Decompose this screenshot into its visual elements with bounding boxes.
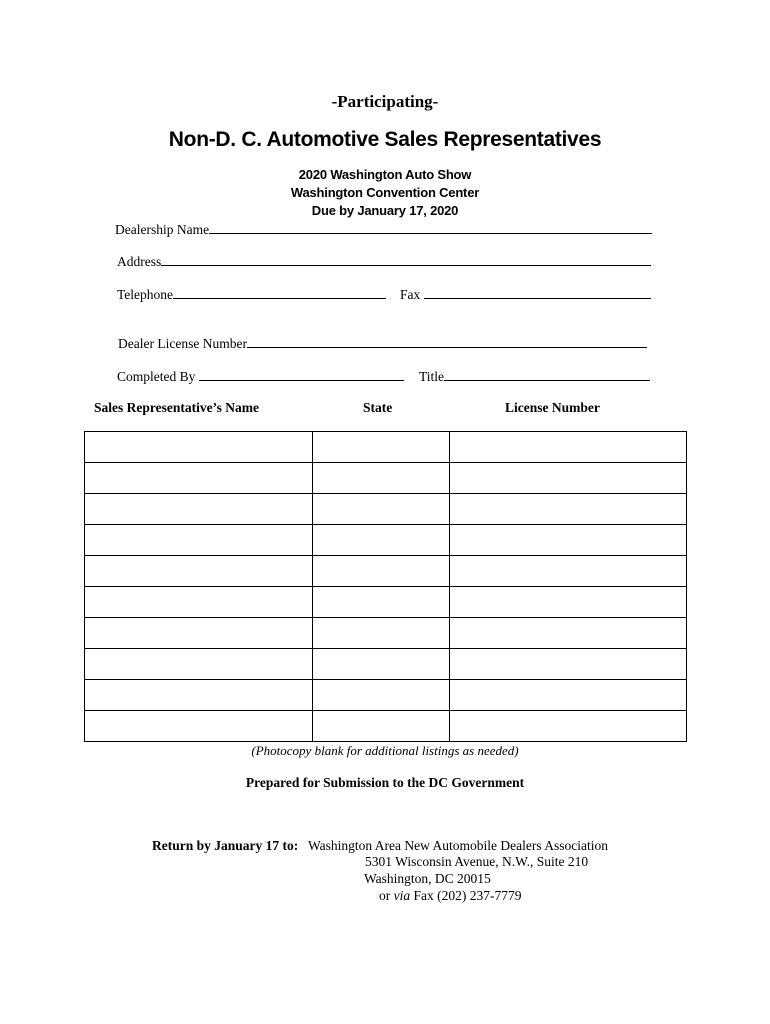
state-cell[interactable] — [312, 525, 450, 556]
participating-label: -Participating- — [331, 92, 439, 111]
title-label: Title — [419, 369, 445, 384]
name-cell[interactable] — [85, 649, 313, 680]
fax-label: Fax — [400, 287, 421, 302]
fax-via: via — [393, 888, 411, 903]
license-cell[interactable] — [450, 618, 687, 649]
license-cell[interactable] — [450, 711, 687, 742]
fax-prefix: or — [379, 888, 391, 903]
dealership-name-field[interactable] — [115, 221, 660, 238]
license-cell[interactable] — [450, 432, 687, 463]
dealer-license-number-line — [247, 335, 647, 348]
column-header-license: License Number — [505, 400, 600, 415]
name-cell[interactable] — [85, 711, 313, 742]
venue-name: Washington Convention Center — [290, 185, 480, 200]
association-name: Washington Area New Automobile Dealers Association — [308, 838, 608, 853]
table-row — [85, 525, 687, 556]
name-cell[interactable] — [85, 494, 313, 525]
fax-number: Fax (202) 237-7779 — [413, 888, 522, 903]
return-label-text: Return by January 17 to — [152, 838, 294, 853]
photocopy-note: (Photocopy blank for additional listings as needed) — [251, 743, 519, 758]
event-name: 2020 Washington Auto Show — [298, 167, 472, 182]
license-cell[interactable] — [450, 463, 687, 494]
completed-by-label: Completed By — [117, 369, 196, 384]
state-cell[interactable] — [312, 587, 450, 618]
fax-field[interactable] — [400, 286, 660, 303]
state-cell[interactable] — [312, 432, 450, 463]
license-cell[interactable] — [450, 649, 687, 680]
table-row — [85, 649, 687, 680]
title-field[interactable] — [419, 368, 659, 385]
state-cell[interactable] — [312, 494, 450, 525]
table-row — [85, 494, 687, 525]
dealership-name-label: Dealership Name — [115, 222, 210, 237]
telephone-label: Telephone — [117, 287, 174, 302]
dealer-license-number-label: Dealer License Number — [118, 336, 247, 351]
name-cell[interactable] — [85, 556, 313, 587]
state-cell[interactable] — [312, 680, 450, 711]
license-cell[interactable] — [450, 680, 687, 711]
dealership-name-line — [209, 221, 652, 234]
address-label: Address — [117, 254, 162, 269]
state-cell[interactable] — [312, 711, 450, 742]
city-state-zip: Washington, DC 20015 — [364, 871, 491, 886]
address-field[interactable] — [117, 253, 660, 270]
title-line — [444, 368, 650, 381]
license-cell[interactable] — [450, 587, 687, 618]
table-row — [85, 587, 687, 618]
state-cell[interactable] — [312, 618, 450, 649]
state-cell[interactable] — [312, 463, 450, 494]
license-cell[interactable] — [450, 494, 687, 525]
table-row — [85, 618, 687, 649]
name-cell[interactable] — [85, 525, 313, 556]
license-cell[interactable] — [450, 525, 687, 556]
table-row — [85, 432, 687, 463]
completed-by-line — [199, 368, 404, 381]
completed-by-field[interactable] — [117, 368, 413, 385]
representatives-table — [84, 431, 687, 742]
table-row — [85, 680, 687, 711]
dealer-license-number-field[interactable] — [118, 335, 658, 352]
name-cell[interactable] — [85, 680, 313, 711]
prepared-for: Prepared for Submission to the DC Government — [245, 775, 525, 790]
state-cell[interactable] — [312, 649, 450, 680]
due-date: Due by January 17, 2020 — [311, 203, 459, 218]
name-cell[interactable] — [85, 618, 313, 649]
address-line — [161, 253, 651, 266]
name-cell[interactable] — [85, 587, 313, 618]
telephone-field[interactable] — [117, 286, 397, 303]
column-header-state: State — [363, 400, 393, 415]
fax-line — [424, 286, 651, 299]
column-header-name: Sales Representative’s Name — [94, 400, 259, 415]
state-cell[interactable] — [312, 556, 450, 587]
fax-contact — [379, 888, 522, 904]
name-cell[interactable] — [85, 432, 313, 463]
table-row — [85, 463, 687, 494]
telephone-line — [173, 286, 386, 299]
table-row — [85, 556, 687, 587]
street-address: 5301 Wisconsin Avenue, N.W., Suite 210 — [365, 854, 589, 869]
page-title: Non-D. C. Automotive Sales Representatives — [168, 128, 602, 151]
license-cell[interactable] — [450, 556, 687, 587]
table-row — [85, 711, 687, 742]
return-label: Return by January 17 to: — [152, 838, 299, 853]
name-cell[interactable] — [85, 463, 313, 494]
